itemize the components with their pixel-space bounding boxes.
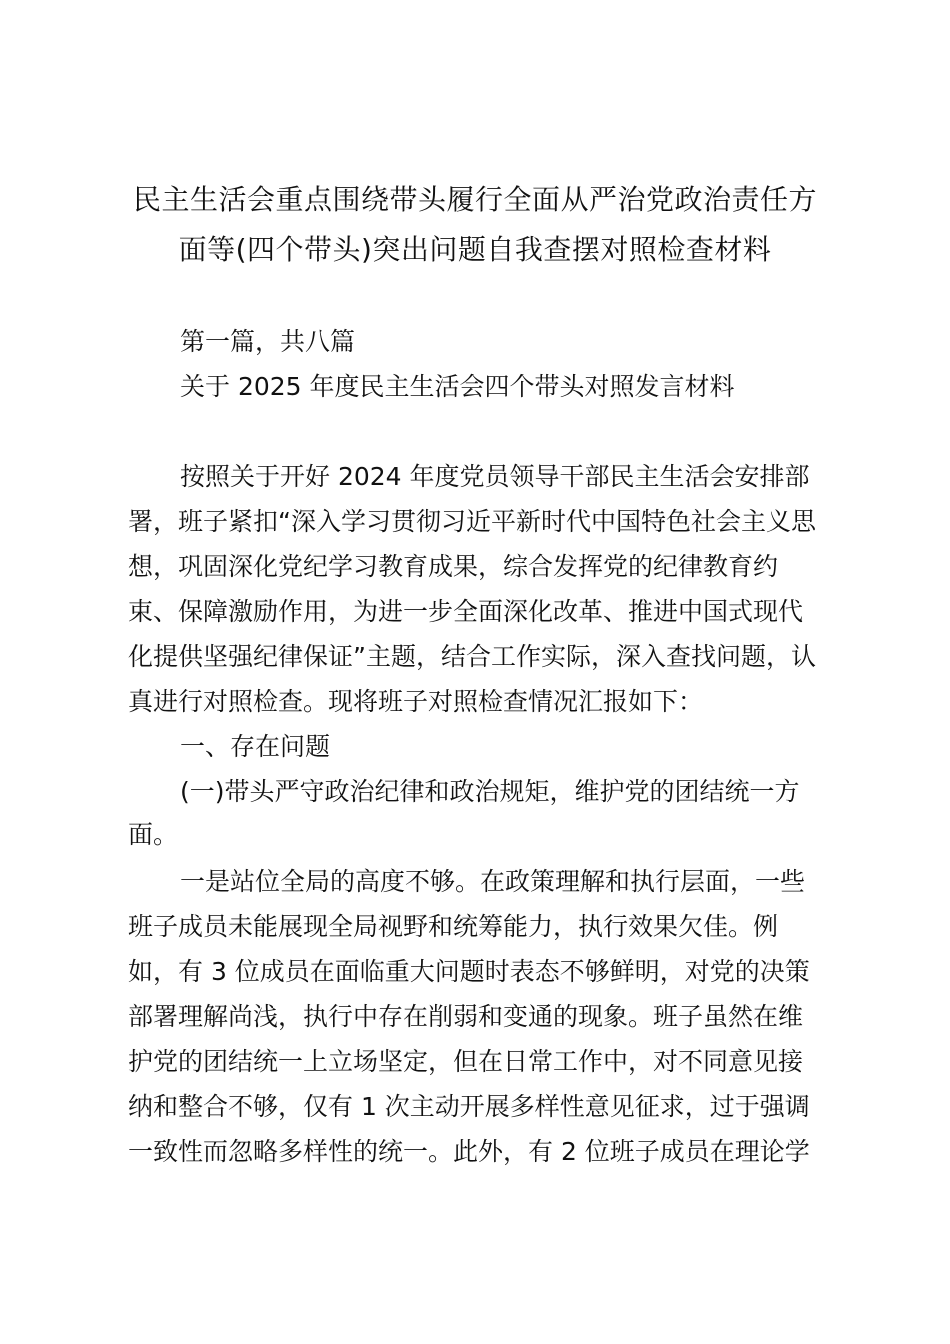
series-label: 第一篇，共八篇 (180, 327, 356, 356)
document-title-line-1: 民主生活会重点围绕带头履行全面从严治党政治责任方 (132, 183, 817, 216)
body-line-1: 一是站位全局的高度不够。在政策理解和执行层面，一些 (180, 867, 806, 896)
intro-line-3: 想，巩固深化党纪学习教育成果，综合发挥党的纪律教育约 (128, 552, 779, 581)
body-line-3: 如，有 3 位成员在面临重大问题时表态不够鲜明，对党的决策 (128, 957, 810, 986)
section-heading: 一、存在问题 (180, 732, 331, 761)
body-line-6: 纳和整合不够，仅有 1 次主动开展多样性意见征求，过于强调 (128, 1092, 810, 1121)
body-line-4: 部署理解尚浅，执行中存在削弱和变通的现象。班子虽然在维 (128, 1002, 804, 1031)
intro-line-5: 化提供坚强纪律保证”主题，结合工作实际，深入查找问题，认 (128, 642, 816, 671)
body-line-5: 护党的团结统一上立场坚定，但在日常工作中，对不同意见接 (128, 1047, 804, 1076)
document-subtitle: 关于 2025 年度民主生活会四个带头对照发言材料 (180, 372, 735, 401)
intro-line-4: 束、保障激励作用，为进一步全面深化改革、推进中国式现代 (128, 597, 804, 626)
body-line-7: 一致性而忽略多样性的统一。此外，有 2 位班子成员在理论学 (128, 1137, 810, 1166)
intro-line-2: 署，班子紧扣“深入学习贯彻习近平新时代中国特色社会主义思 (128, 507, 816, 536)
subsection-line-2: 面。 (128, 820, 179, 849)
intro-line-1: 按照关于开好 2024 年度党员领导干部民主生活会安排部 (180, 462, 810, 491)
document-title-line-2: 面等(四个带头)突出问题自我查摆对照检查材料 (178, 233, 772, 266)
body-line-2: 班子成员未能展现全局视野和统筹能力，执行效果欠佳。例 (128, 912, 779, 941)
subsection-line-1: (一)带头严守政治纪律和政治规矩，维护党的团结统一方 (180, 777, 800, 806)
intro-line-6: 真进行对照检查。现将班子对照检查情况汇报如下： (128, 687, 704, 716)
